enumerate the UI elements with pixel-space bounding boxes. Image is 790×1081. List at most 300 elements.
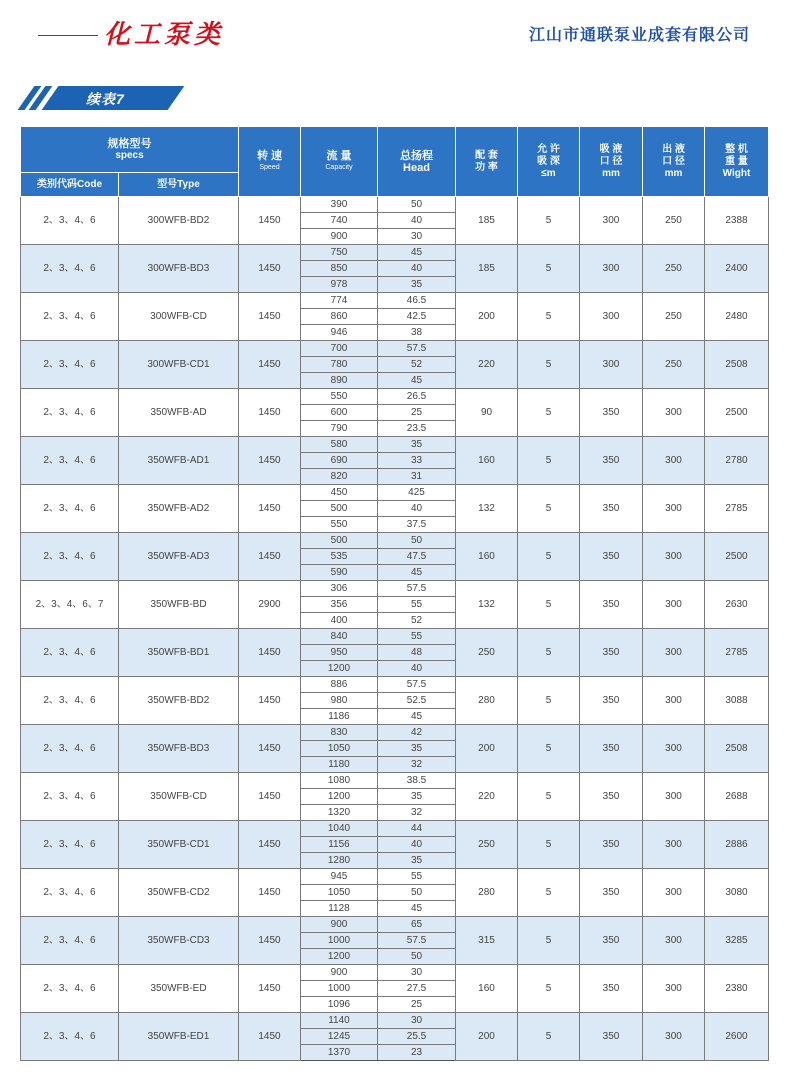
cell-inlet: 350: [580, 437, 643, 485]
table-row: [21, 293, 769, 309]
table-row: [21, 197, 769, 213]
cell-flow: 1245: [301, 1029, 378, 1045]
cell-head: 57.5: [378, 341, 456, 357]
cell-power: 132: [456, 485, 518, 533]
cell-flow: 1000: [301, 981, 378, 997]
cell-speed: 1450: [239, 725, 301, 773]
company-name: 江山市通联泵业成套有限公司: [528, 25, 750, 44]
cell-head: 44: [378, 821, 456, 837]
cell-code: 2、3、4、6: [21, 677, 119, 725]
cell-flow: 1050: [301, 741, 378, 757]
cell-suction: 5: [518, 293, 580, 341]
header-suction-line: ≤m: [541, 167, 556, 179]
cell-type: 350WFB-ED1: [119, 1013, 239, 1061]
cell-outlet: 300: [643, 821, 705, 869]
cell-code: 2、3、4、6: [21, 197, 119, 245]
cell-weight: 2780: [705, 437, 769, 485]
cell-code: 2、3、4、6: [21, 485, 119, 533]
cell-type: 350WFB-AD2: [119, 485, 239, 533]
cell-head: 35: [378, 853, 456, 869]
cell-flow: 978: [301, 277, 378, 293]
cell-power: 220: [456, 773, 518, 821]
cell-head: 52: [378, 357, 456, 373]
cell-flow: 535: [301, 549, 378, 565]
cell-type: 350WFB-CD3: [119, 917, 239, 965]
header-capacity-en: Capacity: [325, 163, 353, 171]
cell-type: 350WFB-BD2: [119, 677, 239, 725]
cell-suction: 5: [518, 581, 580, 629]
cell-head: 30: [378, 229, 456, 245]
table-row: [21, 485, 769, 501]
cell-head: 40: [378, 261, 456, 277]
cell-flow: 820: [301, 469, 378, 485]
header-rule: [38, 35, 98, 36]
cell-weight: 3285: [705, 917, 769, 965]
cell-code: 2、3、4、6: [21, 293, 119, 341]
cell-flow: 740: [301, 213, 378, 229]
cell-outlet: 250: [643, 293, 705, 341]
cell-head: 40: [378, 501, 456, 517]
cell-head: 47.5: [378, 549, 456, 565]
cell-head: 45: [378, 373, 456, 389]
cell-code: 2、3、4、6: [21, 389, 119, 437]
cell-weight: 2886: [705, 821, 769, 869]
cell-suction: 5: [518, 437, 580, 485]
cell-weight: 2380: [705, 965, 769, 1013]
cell-flow: 550: [301, 389, 378, 405]
cell-head: 23.5: [378, 421, 456, 437]
cell-speed: 1450: [239, 629, 301, 677]
cell-head: 25: [378, 405, 456, 421]
cell-flow: 1140: [301, 1013, 378, 1029]
cell-flow: 830: [301, 725, 378, 741]
header-head-cn: 总扬程: [400, 149, 433, 162]
cell-flow: 900: [301, 917, 378, 933]
cell-power: 250: [456, 629, 518, 677]
cell-power: 160: [456, 437, 518, 485]
cell-head: 55: [378, 597, 456, 613]
cell-head: 35: [378, 437, 456, 453]
cell-power: 132: [456, 581, 518, 629]
cell-type: 350WFB-AD: [119, 389, 239, 437]
cell-flow: 500: [301, 501, 378, 517]
cell-head: 425: [378, 485, 456, 501]
cell-inlet: 350: [580, 677, 643, 725]
cell-head: 23: [378, 1045, 456, 1061]
cell-inlet: 350: [580, 533, 643, 581]
table-row: [21, 245, 769, 261]
cell-speed: 1450: [239, 869, 301, 917]
header-outlet: [643, 127, 705, 197]
cell-power: 200: [456, 725, 518, 773]
cell-head: 55: [378, 629, 456, 645]
cell-head: 38: [378, 325, 456, 341]
cell-head: 50: [378, 949, 456, 965]
cell-inlet: 350: [580, 965, 643, 1013]
cell-head: 48: [378, 645, 456, 661]
cell-head: 42: [378, 725, 456, 741]
cell-power: 220: [456, 341, 518, 389]
table-row: [21, 773, 769, 789]
cell-suction: 5: [518, 821, 580, 869]
cell-outlet: 300: [643, 389, 705, 437]
cell-head: 35: [378, 277, 456, 293]
cell-head: 31: [378, 469, 456, 485]
header-inlet: [580, 127, 643, 197]
cell-weight: 2508: [705, 341, 769, 389]
cell-flow: 1186: [301, 709, 378, 725]
cell-weight: 2785: [705, 485, 769, 533]
cell-head: 40: [378, 661, 456, 677]
cell-speed: 1450: [239, 821, 301, 869]
cell-code: 2、3、4、6: [21, 965, 119, 1013]
header-specs-en: specs: [115, 149, 144, 161]
table-row: [21, 869, 769, 885]
cell-inlet: 350: [580, 725, 643, 773]
brand-title: 化工泵类: [104, 20, 225, 50]
cell-type: 350WFB-AD1: [119, 437, 239, 485]
cell-flow: 1000: [301, 933, 378, 949]
cell-flow: 580: [301, 437, 378, 453]
cell-suction: 5: [518, 869, 580, 917]
cell-power: 185: [456, 245, 518, 293]
cell-head: 37.5: [378, 517, 456, 533]
cell-power: 250: [456, 821, 518, 869]
page-header: [0, 0, 790, 70]
cell-suction: 5: [518, 389, 580, 437]
cell-outlet: 300: [643, 485, 705, 533]
header-specs-cn: 规格型号: [107, 137, 152, 150]
cell-flow: 1280: [301, 853, 378, 869]
table-row: [21, 917, 769, 933]
cell-flow: 1200: [301, 949, 378, 965]
cell-head: 25: [378, 997, 456, 1013]
cell-head: 32: [378, 805, 456, 821]
cell-head: 57.5: [378, 677, 456, 693]
cell-head: 45: [378, 901, 456, 917]
cell-flow: 900: [301, 965, 378, 981]
cell-speed: 1450: [239, 245, 301, 293]
cell-power: 160: [456, 533, 518, 581]
cell-head: 45: [378, 565, 456, 581]
cell-power: 200: [456, 293, 518, 341]
cell-flow: 700: [301, 341, 378, 357]
table-row: [21, 437, 769, 453]
header-weight-line: Wight: [722, 167, 751, 179]
cell-head: 50: [378, 533, 456, 549]
table-row: [21, 389, 769, 405]
cell-inlet: 350: [580, 389, 643, 437]
header-inlet-line: mm: [602, 167, 620, 179]
header-outlet-line: 出 液: [662, 143, 685, 155]
cell-weight: 2688: [705, 773, 769, 821]
cell-flow: 1040: [301, 821, 378, 837]
cell-head: 55: [378, 869, 456, 885]
cell-weight: 2500: [705, 389, 769, 437]
cell-speed: 1450: [239, 437, 301, 485]
cell-flow: 1156: [301, 837, 378, 853]
table-row: [21, 965, 769, 981]
cell-inlet: 300: [580, 197, 643, 245]
table-row: [21, 821, 769, 837]
cell-outlet: 300: [643, 1013, 705, 1061]
cell-flow: 1200: [301, 789, 378, 805]
table-row: [21, 725, 769, 741]
cell-head: 50: [378, 197, 456, 213]
cell-code: 2、3、4、6: [21, 773, 119, 821]
cell-flow: 945: [301, 869, 378, 885]
cell-flow: 890: [301, 373, 378, 389]
cell-type: 350WFB-BD1: [119, 629, 239, 677]
cell-weight: 2500: [705, 533, 769, 581]
cell-outlet: 300: [643, 773, 705, 821]
cell-head: 40: [378, 213, 456, 229]
header-speed-en: Speed: [259, 163, 280, 171]
cell-flow: 306: [301, 581, 378, 597]
cell-head: 50: [378, 885, 456, 901]
cell-speed: 1450: [239, 1013, 301, 1061]
cell-code: 2、3、4、6: [21, 533, 119, 581]
cell-head: 57.5: [378, 581, 456, 597]
cell-suction: 5: [518, 773, 580, 821]
header-weight: [705, 127, 769, 197]
cell-flow: 886: [301, 677, 378, 693]
cell-code: 2、3、4、6: [21, 821, 119, 869]
header-capacity-cn: 流 量: [326, 149, 352, 162]
cell-weight: 2630: [705, 581, 769, 629]
cell-suction: 5: [518, 485, 580, 533]
cell-outlet: 300: [643, 437, 705, 485]
header-head-en: Head: [403, 161, 430, 174]
cell-outlet: 250: [643, 245, 705, 293]
cell-type: 350WFB-CD1: [119, 821, 239, 869]
cell-suction: 5: [518, 917, 580, 965]
cell-flow: 1180: [301, 757, 378, 773]
cell-type: 350WFB-BD3: [119, 725, 239, 773]
cell-flow: 900: [301, 229, 378, 245]
cell-flow: 1080: [301, 773, 378, 789]
cell-head: 52: [378, 613, 456, 629]
cell-head: 45: [378, 245, 456, 261]
cell-flow: 356: [301, 597, 378, 613]
cell-head: 38.5: [378, 773, 456, 789]
cell-speed: 2900: [239, 581, 301, 629]
cell-speed: 1450: [239, 533, 301, 581]
cell-inlet: 350: [580, 773, 643, 821]
cell-head: 30: [378, 1013, 456, 1029]
cell-suction: 5: [518, 197, 580, 245]
cell-flow: 390: [301, 197, 378, 213]
cell-flow: 450: [301, 485, 378, 501]
table-row: [21, 581, 769, 597]
cell-flow: 600: [301, 405, 378, 421]
cell-suction: 5: [518, 725, 580, 773]
cell-outlet: 300: [643, 629, 705, 677]
cell-flow: 400: [301, 613, 378, 629]
cell-type: 350WFB-CD2: [119, 869, 239, 917]
cell-outlet: 250: [643, 341, 705, 389]
table-row: [21, 629, 769, 645]
cell-suction: 5: [518, 677, 580, 725]
cell-flow: 860: [301, 309, 378, 325]
cell-outlet: 300: [643, 965, 705, 1013]
cell-outlet: 300: [643, 581, 705, 629]
header-power: [456, 127, 518, 197]
cell-head: 25.5: [378, 1029, 456, 1045]
cell-code: 2、3、4、6: [21, 869, 119, 917]
cell-inlet: 300: [580, 293, 643, 341]
cell-power: 160: [456, 965, 518, 1013]
spec-table: [20, 126, 769, 1061]
cell-flow: 1200: [301, 661, 378, 677]
cell-head: 65: [378, 917, 456, 933]
cell-inlet: 350: [580, 581, 643, 629]
cell-outlet: 300: [643, 917, 705, 965]
cell-suction: 5: [518, 965, 580, 1013]
cell-power: 185: [456, 197, 518, 245]
cell-speed: 1450: [239, 293, 301, 341]
cell-code: 2、3、4、6: [21, 917, 119, 965]
cell-type: 350WFB-BD: [119, 581, 239, 629]
cell-head: 45: [378, 709, 456, 725]
header-specs: [21, 127, 239, 173]
cell-type: 350WFB-ED: [119, 965, 239, 1013]
cell-outlet: 300: [643, 869, 705, 917]
table-row: [21, 341, 769, 357]
cell-flow: 774: [301, 293, 378, 309]
cell-outlet: 300: [643, 725, 705, 773]
cell-speed: 1450: [239, 677, 301, 725]
cell-head: 35: [378, 789, 456, 805]
cell-code: 2、3、4、6: [21, 437, 119, 485]
cell-weight: 3080: [705, 869, 769, 917]
cell-suction: 5: [518, 341, 580, 389]
header-inlet-line: 口 径: [599, 155, 623, 167]
cell-weight: 2785: [705, 629, 769, 677]
section-banner: [20, 86, 190, 110]
cell-flow: 1320: [301, 805, 378, 821]
cell-flow: 1370: [301, 1045, 378, 1061]
cell-flow: 1050: [301, 885, 378, 901]
cell-power: 90: [456, 389, 518, 437]
header-inlet-line: 吸 液: [599, 143, 623, 155]
cell-type: 350WFB-CD: [119, 773, 239, 821]
cell-speed: 1450: [239, 389, 301, 437]
header-weight-line: 整 机: [725, 143, 748, 155]
cell-suction: 5: [518, 629, 580, 677]
cell-code: 2、3、4、6: [21, 1013, 119, 1061]
cell-speed: 1450: [239, 917, 301, 965]
cell-code: 2、3、4、6: [21, 629, 119, 677]
cell-flow: 500: [301, 533, 378, 549]
header-suction-line: 吸 深: [537, 155, 560, 167]
cell-inlet: 350: [580, 1013, 643, 1061]
cell-flow: 780: [301, 357, 378, 373]
cell-inlet: 350: [580, 629, 643, 677]
header-suction-line: 允 许: [537, 143, 560, 155]
cell-flow: 1128: [301, 901, 378, 917]
cell-weight: 3088: [705, 677, 769, 725]
cell-flow: 690: [301, 453, 378, 469]
cell-suction: 5: [518, 245, 580, 293]
cell-flow: 850: [301, 261, 378, 277]
cell-inlet: 350: [580, 869, 643, 917]
cell-type: 300WFB-CD: [119, 293, 239, 341]
cell-head: 46.5: [378, 293, 456, 309]
cell-inlet: 300: [580, 341, 643, 389]
cell-power: 315: [456, 917, 518, 965]
table-body: [21, 197, 769, 1061]
table-row: [21, 677, 769, 693]
header-suction: [518, 127, 580, 197]
header-speed-cn: 转 速: [256, 149, 283, 162]
cell-speed: 1450: [239, 965, 301, 1013]
cell-speed: 1450: [239, 773, 301, 821]
cell-code: 2、3、4、6: [21, 341, 119, 389]
header-power-line: 配 套: [475, 149, 498, 161]
cell-weight: 2508: [705, 725, 769, 773]
cell-type: 300WFB-CD1: [119, 341, 239, 389]
cell-weight: 2388: [705, 197, 769, 245]
cell-flow: 950: [301, 645, 378, 661]
cell-head: 27.5: [378, 981, 456, 997]
cell-inlet: 350: [580, 917, 643, 965]
cell-flow: 840: [301, 629, 378, 645]
cell-flow: 790: [301, 421, 378, 437]
cell-head: 52.5: [378, 693, 456, 709]
header-weight-line: 重 量: [725, 155, 748, 167]
header-speed: [239, 127, 301, 197]
cell-head: 33: [378, 453, 456, 469]
cell-head: 40: [378, 837, 456, 853]
header-outlet-line: 口 径: [662, 155, 685, 167]
table-row: [21, 1013, 769, 1029]
cell-type: 300WFB-BD2: [119, 197, 239, 245]
cell-head: 26.5: [378, 389, 456, 405]
cell-outlet: 300: [643, 677, 705, 725]
cell-head: 42.5: [378, 309, 456, 325]
cell-head: 30: [378, 965, 456, 981]
cell-flow: 1096: [301, 997, 378, 1013]
cell-weight: 2480: [705, 293, 769, 341]
cell-power: 200: [456, 1013, 518, 1061]
cell-head: 57.5: [378, 933, 456, 949]
cell-code: 2、3、4、6、7: [21, 581, 119, 629]
header-power-line: 功 率: [475, 161, 498, 173]
cell-speed: 1450: [239, 197, 301, 245]
cell-head: 35: [378, 741, 456, 757]
cell-type: 300WFB-BD3: [119, 245, 239, 293]
header-capacity: [301, 127, 378, 197]
cell-suction: 5: [518, 1013, 580, 1061]
cell-code: 2、3、4、6: [21, 245, 119, 293]
cell-flow: 946: [301, 325, 378, 341]
cell-suction: 5: [518, 533, 580, 581]
cell-inlet: 350: [580, 821, 643, 869]
table-row: [21, 533, 769, 549]
cell-head: 32: [378, 757, 456, 773]
header-type: 型号Type: [119, 173, 239, 197]
header-outlet-line: mm: [664, 167, 683, 179]
cell-outlet: 250: [643, 197, 705, 245]
cell-weight: 2400: [705, 245, 769, 293]
cell-speed: 1450: [239, 485, 301, 533]
cell-type: 350WFB-AD3: [119, 533, 239, 581]
cell-flow: 750: [301, 245, 378, 261]
header-code: 类别代码Code: [21, 173, 119, 197]
cell-inlet: 300: [580, 245, 643, 293]
cell-inlet: 350: [580, 485, 643, 533]
